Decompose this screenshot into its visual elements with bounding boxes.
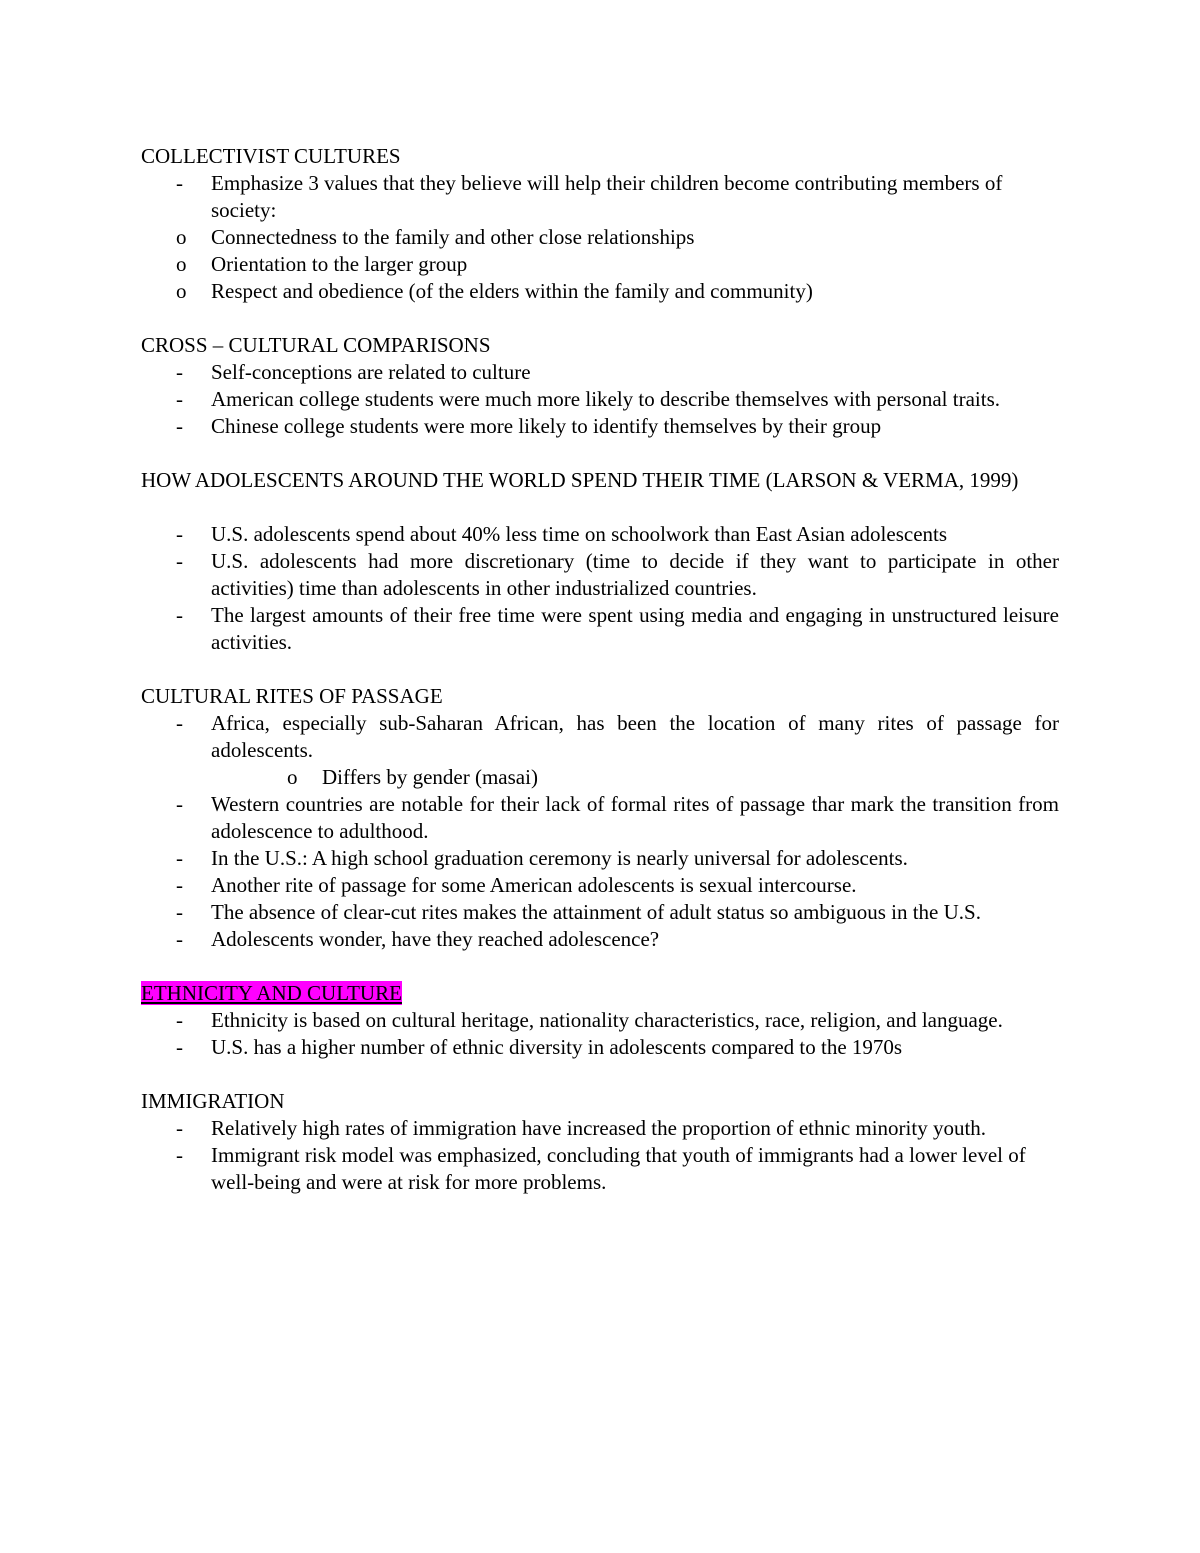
list-subitem: o Differs by gender (masai) (141, 764, 1059, 791)
document-content (141, 143, 1059, 1223)
list-subitem: o Connectedness to the family and other close relationships (141, 224, 1059, 251)
list-item: - U.S. adolescents had more discretionary (time to decide if they want to participate in other activities) time than adolescents in other industrialized countries. (141, 548, 1059, 602)
list-item: - Another rite of passage for some American adolescents is sexual intercourse. (141, 872, 1059, 899)
list-subitem: o Respect and obedience (of the elders within the family and community) (141, 278, 1059, 305)
list-item: - U.S. has a higher number of ethnic diversity in adolescents compared to the 1970s (141, 1034, 1059, 1061)
bullet-list (141, 359, 1059, 440)
list-item: - The absence of clear-cut rites makes the attainment of adult status so ambiguous in the U.S. (141, 899, 1059, 926)
bullet-list (141, 1007, 1059, 1061)
list-item: - Western countries are notable for their lack of formal rites of passage thar mark the transition from adolescence to adulthood. (141, 791, 1059, 845)
section-heading: CROSS – CULTURAL COMPARISONS (141, 333, 491, 357)
list-item: - Africa, especially sub-Saharan African, has been the location of many rites of passage for adolescents. (141, 710, 1059, 764)
list-item: - U.S. adolescents spend about 40% less time on schoolwork than East Asian adolescents (141, 521, 1059, 548)
bullet-list (141, 710, 1059, 953)
list-item: - Self-conceptions are related to culture (141, 359, 1059, 386)
list-item: - In the U.S.: A high school graduation ceremony is nearly universal for adolescents. (141, 845, 1059, 872)
section-heading: COLLECTIVIST CULTURES (141, 144, 401, 168)
list-item: - Immigrant risk model was emphasized, concluding that youth of immigrants had a lower level of well-being and were at risk for more problems. (141, 1142, 1059, 1196)
list-item: - Adolescents wonder, have they reached adolescence? (141, 926, 1059, 953)
section-rites-of-passage (141, 683, 1059, 953)
section-cross-cultural-comparisons (141, 332, 1059, 440)
blank-line (141, 494, 1059, 521)
section-heading-highlighted (141, 980, 1059, 1007)
section-heading: IMMIGRATION (141, 1089, 285, 1113)
bullet-list (141, 170, 1059, 305)
bullet-list (141, 521, 1059, 656)
list-item: - Relatively high rates of immigration have increased the proportion of ethnic minority youth. (141, 1115, 1059, 1142)
section-ethnicity-and-culture (141, 980, 1059, 1061)
list-item: - Chinese college students were more likely to identify themselves by their group (141, 413, 1059, 440)
list-subitem: o Orientation to the larger group (141, 251, 1059, 278)
section-heading: CULTURAL RITES OF PASSAGE (141, 684, 443, 708)
bullet-list (141, 1115, 1059, 1196)
section-adolescent-time (141, 467, 1059, 656)
list-item: - American college students were much more likely to describe themselves with personal traits. (141, 386, 1059, 413)
list-item: - Ethnicity is based on cultural heritage, nationality characteristics, race, religion, and language. (141, 1007, 1059, 1034)
highlighted-heading-text: ETHNICITY AND CULTURE (141, 981, 402, 1005)
section-heading: HOW ADOLESCENTS AROUND THE WORLD SPEND THEIR TIME (LARSON & VERMA, 1999) (141, 468, 1019, 492)
list-item: - Emphasize 3 values that they believe will help their children become contributing members of society: (141, 170, 1059, 224)
section-immigration (141, 1088, 1059, 1196)
list-item: - The largest amounts of their free time were spent using media and engaging in unstructured leisure activities. (141, 602, 1059, 656)
section-collectivist-cultures (141, 143, 1059, 305)
